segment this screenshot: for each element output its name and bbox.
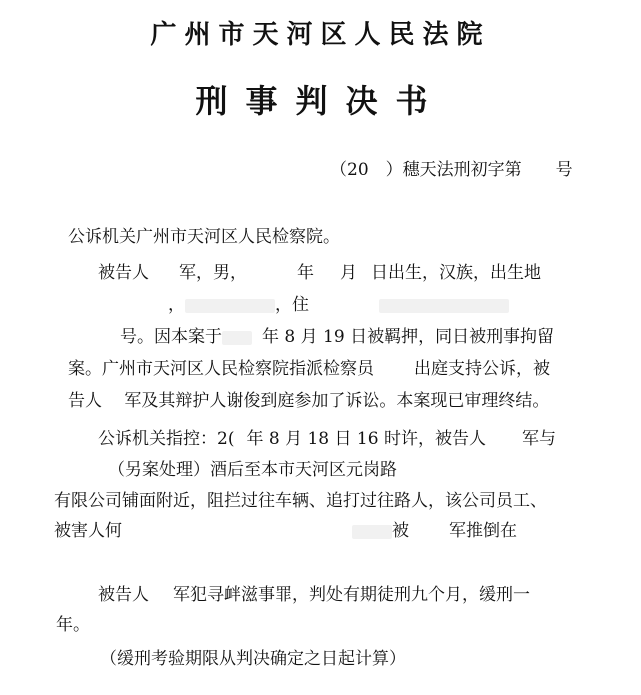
body-line-7 bbox=[98, 424, 556, 449]
redaction bbox=[149, 587, 173, 605]
text-segment: ， bbox=[168, 295, 185, 315]
body-line-9: 有限公司铺面附近，阻拦过往车辆、追打过往路人，该公司员工、 bbox=[54, 491, 547, 511]
text-segment: 被告人 bbox=[98, 585, 149, 605]
redaction bbox=[234, 431, 246, 449]
redaction bbox=[486, 431, 522, 449]
redaction bbox=[122, 523, 352, 541]
text-segment: 军与 bbox=[521, 429, 556, 449]
body-line-8 bbox=[68, 455, 397, 480]
body-line-4 bbox=[120, 322, 554, 347]
text-segment: 军，男， bbox=[179, 263, 247, 283]
redaction-smear bbox=[379, 299, 509, 313]
text-segment: 日出生，汉族，出生地 bbox=[371, 263, 541, 283]
body-line-2 bbox=[98, 258, 541, 283]
redaction bbox=[309, 297, 379, 315]
text-segment: 案。广州市天河区人民检察院指派检察员 bbox=[68, 359, 374, 379]
redaction bbox=[149, 265, 179, 283]
text-segment: 军推倒在 bbox=[449, 521, 517, 541]
redaction bbox=[314, 265, 340, 283]
text-segment: 军犯寻衅滋事罪，判处有期徒刑九个月，缓刑一 bbox=[173, 585, 530, 605]
text-segment: （另案处理）酒后至本市天河区元岗路 bbox=[108, 460, 397, 480]
redaction-smear bbox=[352, 525, 392, 539]
document-type-title: 刑事判决书 bbox=[195, 82, 446, 120]
redaction bbox=[357, 265, 371, 283]
text-segment: 月 bbox=[340, 263, 357, 283]
redaction-smear bbox=[185, 299, 275, 313]
body-line-10 bbox=[54, 516, 517, 541]
redaction bbox=[68, 462, 108, 480]
body-line-11 bbox=[98, 580, 530, 605]
redaction bbox=[374, 361, 414, 379]
text-segment: 号。因本案于 bbox=[120, 327, 222, 347]
body-line-5 bbox=[68, 354, 550, 379]
redaction bbox=[68, 297, 168, 315]
redaction-smear bbox=[222, 331, 252, 345]
case-number: （20 ）穗天法刑初字第 号 bbox=[330, 160, 573, 180]
text-segment: 被 bbox=[392, 521, 409, 541]
text-segment: 年 8 月 18 日 16 时许，被告人 bbox=[246, 429, 486, 449]
text-segment: ，住 bbox=[275, 295, 309, 315]
text-segment: 出庭支持公诉，被 bbox=[414, 359, 550, 379]
body-line-13: （缓刑考验期限从判决确定之日起计算） bbox=[100, 649, 406, 669]
body-line-3 bbox=[68, 290, 509, 315]
text-segment: 年 8 月 19 日被羁押，同日被刑事拘留 bbox=[262, 327, 555, 347]
text-segment: 被告人 bbox=[98, 263, 149, 283]
text-segment: 被害人何 bbox=[54, 521, 122, 541]
body-line-6: 告人 军及其辩护人谢俊到庭参加了诉讼。本案现已审理终结。 bbox=[68, 391, 550, 411]
text-segment: 年 bbox=[297, 263, 314, 283]
redaction bbox=[247, 265, 297, 283]
text-segment: 公诉机关指控：2( bbox=[98, 429, 235, 449]
redaction bbox=[252, 329, 262, 347]
court-name: 广州市天河区人民法院 bbox=[150, 20, 491, 50]
redaction bbox=[409, 523, 449, 541]
body-line-12: 年。 bbox=[56, 615, 90, 635]
body-line-1: 公诉机关广州市天河区人民检察院。 bbox=[68, 227, 340, 247]
